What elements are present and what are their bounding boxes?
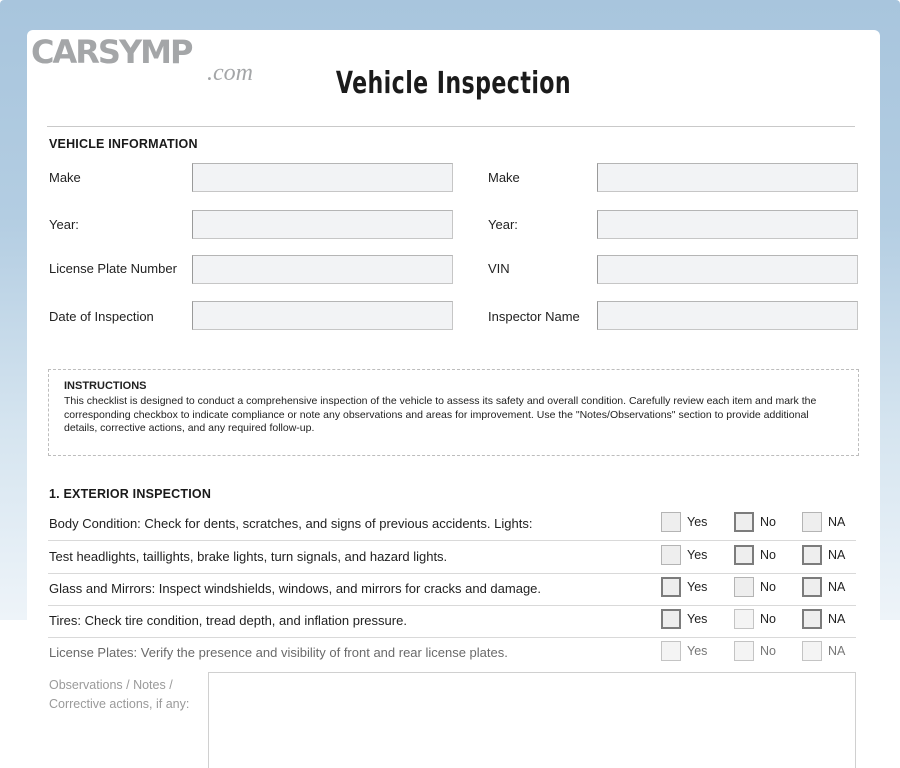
instructions-title: INSTRUCTIONS <box>64 380 147 392</box>
instructions-text: This checklist is designed to conduct a comprehensive inspection of the vehicle to assess its safety and overall condition. Carefully review each item and mark the corresponding checkbox to indicate compliance or note any observations and areas for improvement. Use the "Notes/Observations" section to provide additional details, corrective actions, and any required follow-up. <box>64 395 817 434</box>
checkbox-icon[interactable] <box>734 512 754 532</box>
yes-checkbox[interactable]: Yes <box>661 544 707 566</box>
row-text: Body Condition: Check for dents, scratches, and signs of previous accidents. Lights: <box>49 516 533 531</box>
na-checkbox[interactable]: NA <box>802 640 845 662</box>
row-text: Glass and Mirrors: Inspect windshields, windows, and mirrors for cracks and damage. <box>49 581 542 596</box>
na-checkbox[interactable]: NA <box>802 511 845 533</box>
yes-checkbox[interactable]: Yes <box>661 576 707 598</box>
inspector-name-input[interactable] <box>597 301 858 330</box>
no-checkbox[interactable]: No <box>734 544 776 566</box>
yes-checkbox[interactable]: Yes <box>661 511 707 533</box>
row-text: Tires: Check tire condition, tread depth, and inflation pressure. <box>49 613 407 628</box>
checkbox-icon[interactable] <box>661 545 681 565</box>
yes-checkbox[interactable]: Yes <box>661 608 707 630</box>
header-divider <box>47 126 855 127</box>
license-plate-label: License Plate Number <box>49 261 177 276</box>
checklist-row <box>48 542 856 574</box>
checkbox-icon[interactable] <box>734 577 754 597</box>
row-text: Test headlights, taillights, brake lights, turn signals, and hazard lights. <box>49 549 448 564</box>
notes-textarea[interactable] <box>208 672 856 768</box>
checkbox-icon[interactable] <box>802 545 822 565</box>
checkbox-icon[interactable] <box>802 609 822 629</box>
checkbox-icon[interactable] <box>802 512 822 532</box>
vin-input[interactable] <box>597 255 858 284</box>
inspection-date-input[interactable] <box>192 301 453 330</box>
year-input-right[interactable] <box>597 210 858 239</box>
checkbox-icon[interactable] <box>802 641 822 661</box>
checkbox-icon[interactable] <box>802 577 822 597</box>
logo-wordmark: CARSYMP <box>31 33 192 71</box>
instructions-box <box>48 369 859 456</box>
license-plate-input[interactable] <box>192 255 453 284</box>
vin-label: VIN <box>488 261 510 276</box>
checkbox-icon[interactable] <box>661 609 681 629</box>
checkbox-icon[interactable] <box>734 609 754 629</box>
no-checkbox[interactable]: No <box>734 511 776 533</box>
no-checkbox[interactable]: No <box>734 576 776 598</box>
checkbox-icon[interactable] <box>734 545 754 565</box>
checkbox-icon[interactable] <box>661 641 681 661</box>
checklist-row <box>48 509 856 541</box>
na-checkbox[interactable]: NA <box>802 608 845 630</box>
no-checkbox[interactable]: No <box>734 640 776 662</box>
checklist-row <box>48 606 856 638</box>
year-input[interactable] <box>192 210 453 239</box>
inspector-name-label: Inspector Name <box>488 309 580 324</box>
row-text: License Plates: Verify the presence and visibility of front and rear license plates. <box>49 645 508 660</box>
na-checkbox[interactable]: NA <box>802 576 845 598</box>
checkbox-icon[interactable] <box>661 577 681 597</box>
no-checkbox[interactable]: No <box>734 608 776 630</box>
na-checkbox[interactable]: NA <box>802 544 845 566</box>
checklist-row <box>48 574 856 606</box>
vehicle-info-title: VEHICLE INFORMATION <box>49 137 198 151</box>
notes-label: Observations / Notes / Corrective actions, if any: <box>49 678 190 711</box>
exterior-inspection-title: 1. EXTERIOR INSPECTION <box>49 487 212 501</box>
form-page <box>27 30 880 768</box>
make-label-right: Make <box>488 170 520 185</box>
make-input[interactable] <box>192 163 453 192</box>
inspection-date-label: Date of Inspection <box>49 309 154 324</box>
yes-checkbox[interactable]: Yes <box>661 640 707 662</box>
year-label-right: Year: <box>488 217 518 232</box>
checkbox-icon[interactable] <box>661 512 681 532</box>
checkbox-icon[interactable] <box>734 641 754 661</box>
logo-domain: .com <box>207 60 253 86</box>
year-label: Year: <box>49 217 79 232</box>
checklist-row <box>48 638 856 670</box>
make-label: Make <box>49 170 81 185</box>
page-title: Vehicle Inspection <box>335 66 572 101</box>
make-input-right[interactable] <box>597 163 858 192</box>
